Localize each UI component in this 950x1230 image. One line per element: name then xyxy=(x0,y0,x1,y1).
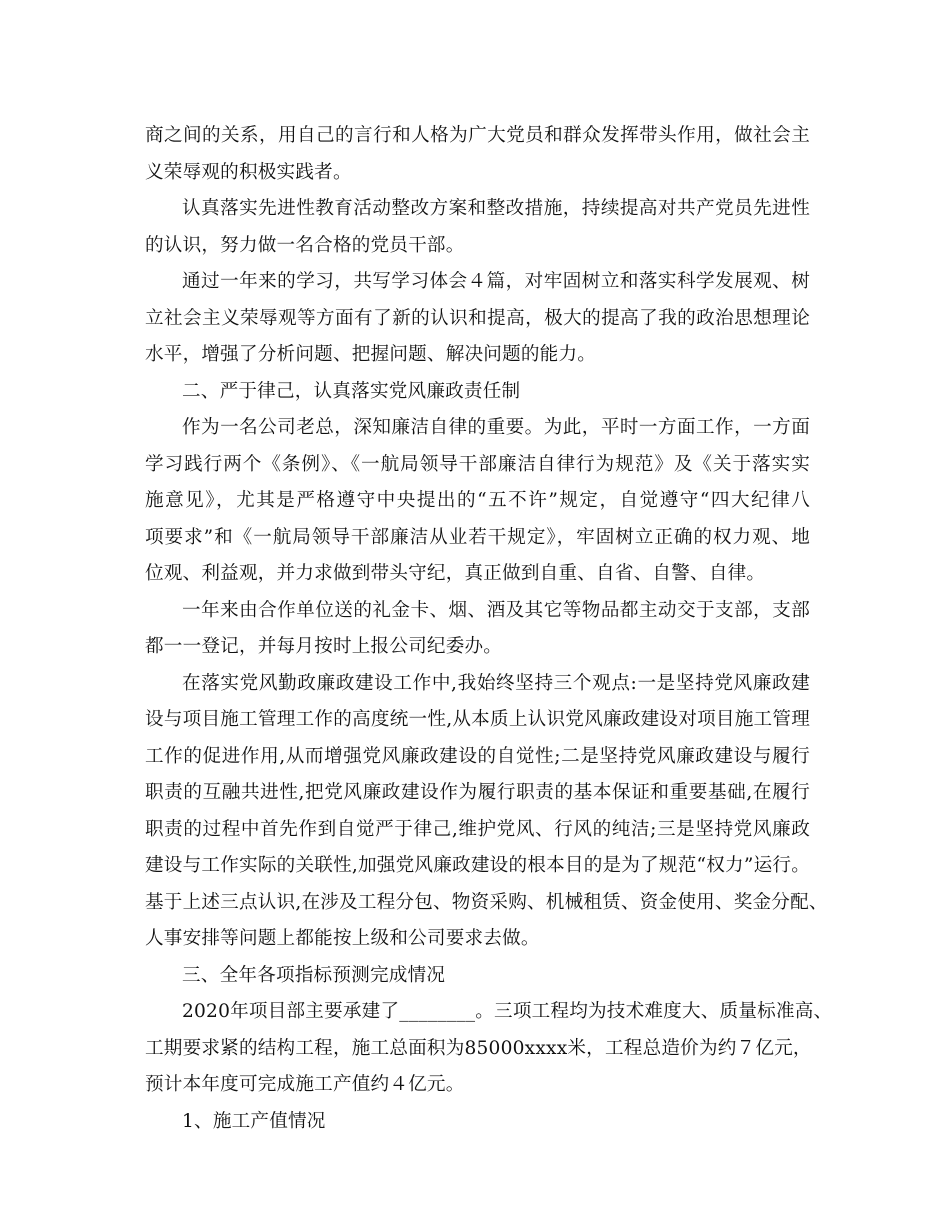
section-heading: 二、严于律己，认真落实党风廉政责任制 xyxy=(182,380,521,402)
text-line: 认真落实先进性教育活动整改方案和整改措施，持续提高对共产党员先进性 xyxy=(182,198,810,219)
text-line: 工期要求紧的结构工程，施工总面积为85000xxxx米，工程总造价为约７亿元， xyxy=(145,1037,812,1059)
text-line: 水平，增强了分析问题、把握问题、解决问题的能力。 xyxy=(145,344,597,365)
section-heading: 三、全年各项指标预测完成情况 xyxy=(182,964,446,986)
text-line: 职责的过程中首先作到自觉严于律己,维护党风、行风的纯洁;三是坚持党风廉政 xyxy=(145,818,810,840)
text-line: 通过一年来的学习，共写学习体会４篇，对牢固树立和落实科学发展观、树 xyxy=(182,271,810,292)
text-line: 基于上述三点认识,在涉及工程分包、物资采购、机械租赁、资金使用、奖金分配、 xyxy=(145,891,828,913)
text-line: 预计本年度可完成施工产值约４亿元。 xyxy=(145,1074,465,1095)
text-line: 商之间的关系，用自己的言行和人格为广大党员和群众发挥带头作用，做社会主 xyxy=(145,125,810,146)
text-line: 在落实党风勤政廉政建设工作中,我始终坚持三个观点:一是坚持党风廉政建 xyxy=(182,672,810,694)
text-line: 工作的促进作用,从而增强党风廉政建设的自觉性;二是坚持党风廉政建设与履行 xyxy=(145,745,810,767)
subsection-heading: 1、施工产值情况 xyxy=(182,1110,326,1132)
text-line: 都一一登记，并每月按时上报公司纪委办。 xyxy=(145,636,503,657)
text-line: 施意见》，尤其是严格遵守中央提出的“五不许”规定，自觉遵守“四大纪律八 xyxy=(145,490,810,511)
text-line: 2020年项目部主要承建了________。三项工程均为技术难度大、质量标准高、 xyxy=(182,1001,833,1022)
text-line: 一年来由合作单位送的礼金卡、烟、酒及其它等物品都主动交于支部，支部 xyxy=(182,599,810,621)
text-line: 人事安排等问题上都能按上级和公司要求去做。 xyxy=(145,928,540,949)
text-line: 义荣辱观的积极实践者。 xyxy=(145,161,352,183)
text-line: 设与项目施工管理工作的高度统一性,从本质上认识党风廉政建设对项目施工管理 xyxy=(145,709,810,730)
document-body xyxy=(145,118,833,1140)
text-line: 建设与工作实际的关联性,加强党风廉政建设的根本目的是为了规范“权力”运行。 xyxy=(145,855,810,876)
text-line: 项要求”和《一航局领导干部廉洁从业若干规定》，牢固树立正确的权力观、地 xyxy=(145,526,810,548)
text-line: 作为一名公司老总，深知廉洁自律的重要。为此，平时一方面工作，一方面 xyxy=(182,417,810,438)
text-line: 学习践行两个《条例》、《一航局领导干部廉洁自律行为规范》及《关于落实实 xyxy=(145,453,810,475)
text-line: 立社会主义荣辱观等方面有了新的认识和提高，极大的提高了我的政治思想理论 xyxy=(145,307,810,329)
text-line: 职责的互融共进性,把党风廉政建设作为履行职责的基本保证和重要基础,在履行 xyxy=(145,782,810,803)
text-line: 的认识，努力做一名合格的党员干部。 xyxy=(145,234,465,256)
text-line: 位观、利益观，并力求做到带头守纪，真正做到自重、自省、自警、自律。 xyxy=(145,563,766,584)
